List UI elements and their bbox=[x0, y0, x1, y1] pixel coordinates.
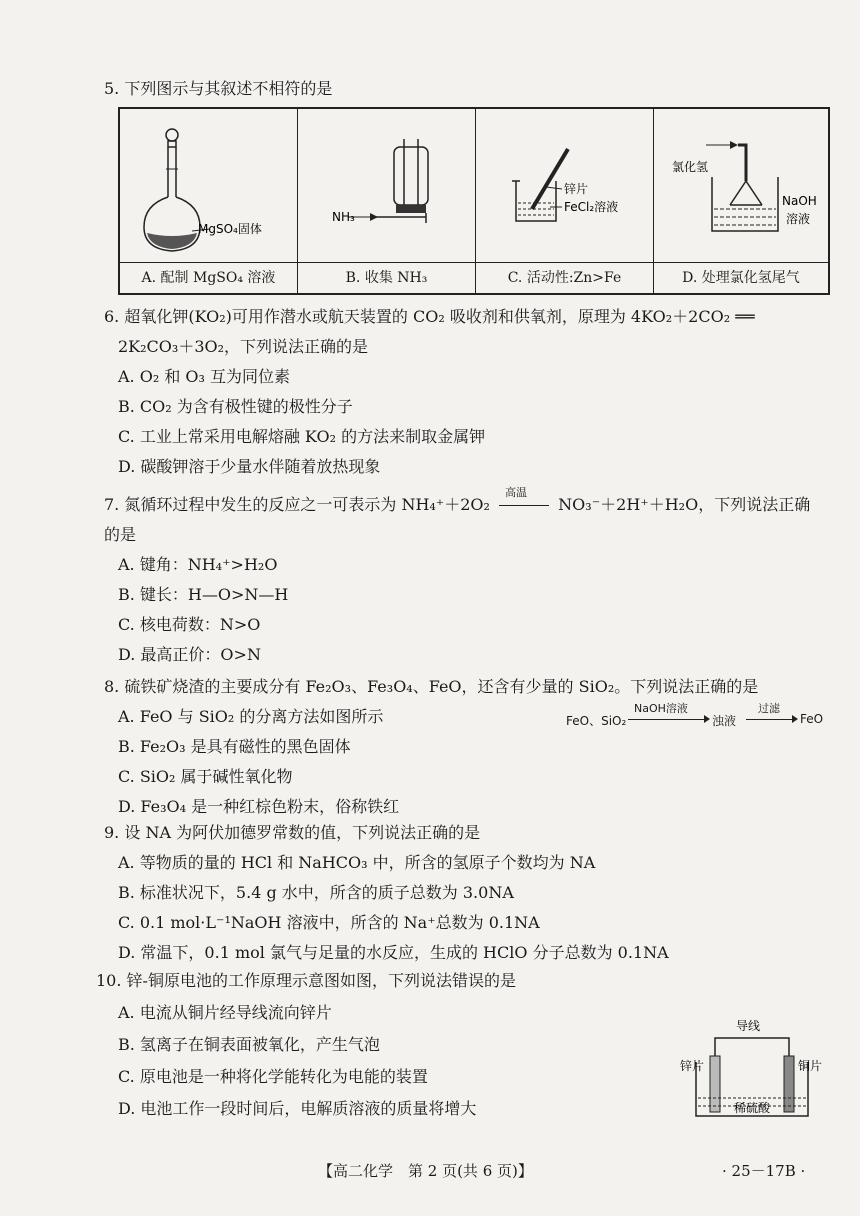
q10-option-b: B. 氢离子在铜表面被氧化，产生气泡 bbox=[118, 1035, 380, 1054]
q6-title: 6. 超氧化钾(KO₂)可用作潜水或航天装置的 CO₂ 吸收剂和供氧剂，原理为 4KO₂＋2CO₂ ══ bbox=[104, 307, 755, 326]
q10-option-c: C. 原电池是一种将化学能转化为电能的装置 bbox=[118, 1067, 428, 1086]
q5-cell-a bbox=[120, 109, 298, 293]
q6-option-c: C. 工业上常采用电解熔融 KO₂ 的方法来制取金属钾 bbox=[118, 427, 486, 446]
q5-cell-d bbox=[654, 109, 828, 293]
q5-figure-table bbox=[118, 107, 830, 295]
q7-title-pre: 7. 氮循环过程中发生的反应之一可表示为 NH₄⁺＋2O₂ bbox=[104, 495, 490, 514]
q5-d-label-solution: 溶液 bbox=[786, 212, 811, 226]
q5-b-caption: B. 收集 NH₃ bbox=[298, 262, 475, 293]
page-footer-number: 【高二化学 第 2 页(共 6 页)】 bbox=[318, 1162, 533, 1180]
q8-flow-end: FeO bbox=[800, 712, 824, 726]
q10-fig-wire: 导线 bbox=[736, 1019, 761, 1033]
q7-option-b: B. 键长：H—O>N—H bbox=[118, 585, 289, 604]
q5-d-caption: D. 处理氯化氢尾气 bbox=[654, 262, 828, 293]
q10-option-a: A. 电流从铜片经导线流向锌片 bbox=[118, 1003, 332, 1022]
q5-c-label-zinc: 锌片 bbox=[564, 182, 589, 196]
q7-condition: 高温 bbox=[505, 486, 528, 499]
q7-reaction-arrow bbox=[495, 486, 553, 516]
q7-option-a: A. 键角：NH₄⁺>H₂O bbox=[118, 555, 278, 574]
q8-flow-start: FeO、SiO₂ bbox=[566, 714, 627, 728]
q6-option-b: B. CO₂ 为含有极性键的极性分子 bbox=[118, 397, 353, 416]
q5-d-label-naoh: NaOH bbox=[782, 194, 817, 208]
q10-title: 10. 锌-铜原电池的工作原理示意图如图，下列说法错误的是 bbox=[96, 971, 516, 990]
volumetric-flask-figure bbox=[120, 109, 298, 269]
page-footer-code: · 25－17B · bbox=[722, 1162, 806, 1180]
q5-b-label: NH₃ bbox=[332, 210, 355, 224]
q7-option-c: C. 核电荷数：N>O bbox=[118, 615, 261, 634]
q8-flow-step: 过滤 bbox=[758, 702, 780, 715]
q8-flow-diagram bbox=[566, 702, 828, 730]
q7-title-post: NO₃⁻＋2H⁺＋H₂O，下列说法正确 bbox=[558, 495, 811, 514]
q10-option-d: D. 电池工作一段时间后，电解质溶液的质量将增大 bbox=[118, 1099, 477, 1118]
q9-option-d: D. 常温下，0.1 mol 氯气与足量的水反应，生成的 HClO 分子总数为 0.1NA bbox=[118, 943, 669, 962]
q6-option-a: A. O₂ 和 O₃ 互为同位素 bbox=[118, 367, 291, 386]
q7-option-d: D. 最高正价：O>N bbox=[118, 645, 261, 664]
q8-flow-mid: 浊液 bbox=[712, 714, 737, 728]
q8-option-d: D. Fe₃O₄ 是一种红棕色粉末，俗称铁红 bbox=[118, 797, 400, 816]
q5-title: 5. 下列图示与其叙述不相符的是 bbox=[104, 79, 333, 98]
q8-title: 8. 硫铁矿烧渣的主要成分有 Fe₂O₃、Fe₃O₄、FeO，还含有少量的 SiO₂。下列说法正确的是 bbox=[104, 677, 759, 696]
q8-flow-reagent: NaOH溶液 bbox=[634, 702, 688, 715]
q9-option-c: C. 0.1 mol·L⁻¹NaOH 溶液中，所含的 Na⁺总数为 0.1NA bbox=[118, 913, 540, 932]
q7-title-cont: 的是 bbox=[104, 525, 137, 544]
beaker-zinc-figure bbox=[476, 109, 654, 269]
q5-a-caption: A. 配制 MgSO₄ 溶液 bbox=[120, 262, 297, 293]
q9-option-a: A. 等物质的量的 HCl 和 NaHCO₃ 中，所含的氢原子个数均为 NA bbox=[118, 853, 596, 872]
q7-title bbox=[104, 486, 811, 516]
q5-cell-b bbox=[298, 109, 476, 293]
zinc-copper-cell-figure bbox=[676, 1016, 834, 1128]
funnel-absorption-figure bbox=[654, 109, 828, 269]
q10-fig-zinc: 锌片 bbox=[680, 1059, 705, 1073]
q10-fig-acid: 稀硫酸 bbox=[734, 1101, 771, 1115]
q5-d-label-gas: 氯化氢 bbox=[672, 160, 709, 174]
q8-option-a: A. FeO 与 SiO₂ 的分离方法如图所示 bbox=[118, 707, 384, 726]
q5-cell-c bbox=[476, 109, 654, 293]
q9-title: 9. 设 NA 为阿伏加德罗常数的值，下列说法正确的是 bbox=[104, 823, 481, 842]
q10-fig-copper: 铜片 bbox=[798, 1059, 823, 1073]
q5-c-label-solution: FeCl₂溶液 bbox=[564, 200, 619, 214]
q8-option-c: C. SiO₂ 属于碱性氧化物 bbox=[118, 767, 293, 786]
gas-bottle-figure bbox=[298, 109, 476, 269]
q5-c-caption: C. 活动性:Zn>Fe bbox=[476, 262, 653, 293]
q5-a-label: MgSO₄固体 bbox=[198, 222, 262, 236]
q6-title-cont: 2K₂CO₃＋3O₂，下列说法正确的是 bbox=[118, 337, 369, 356]
q9-option-b: B. 标准状况下，5.4 g 水中，所含的质子总数为 3.0NA bbox=[118, 883, 514, 902]
q6-option-d: D. 碳酸钾溶于少量水伴随着放热现象 bbox=[118, 457, 381, 476]
q8-option-b: B. Fe₂O₃ 是具有磁性的黑色固体 bbox=[118, 737, 351, 756]
